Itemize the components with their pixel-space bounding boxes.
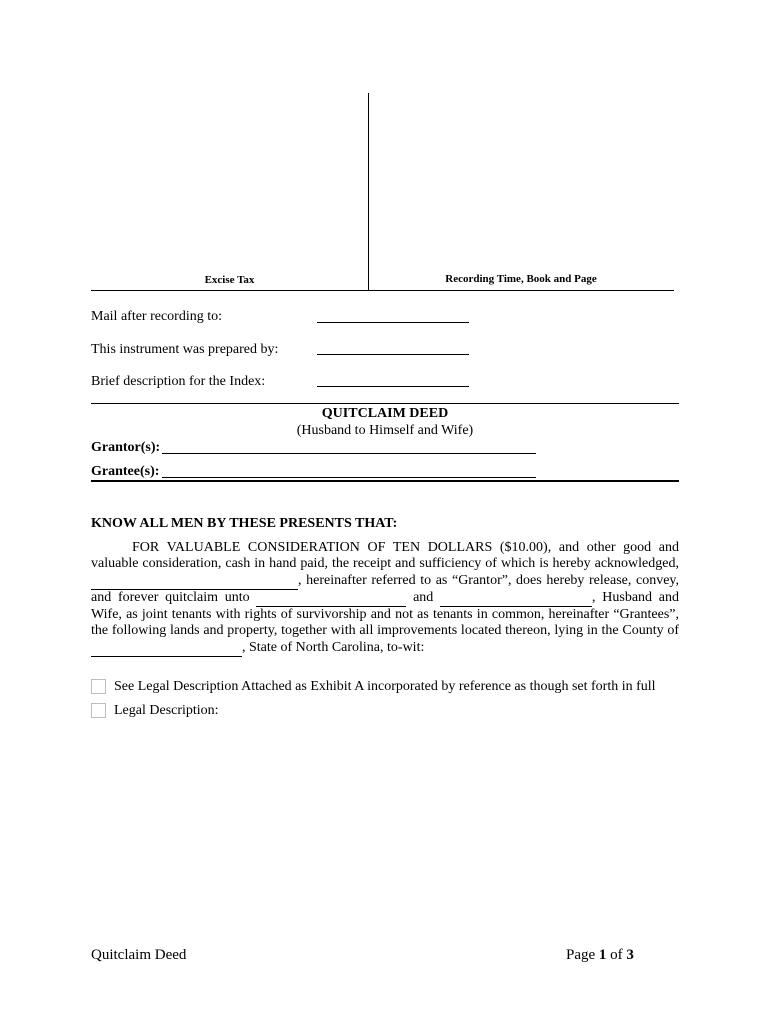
section-rule-bottom — [91, 480, 679, 482]
deed-subtitle: (Husband to Himself and Wife) — [296, 423, 474, 438]
exhibit-a-checkbox[interactable] — [91, 679, 106, 694]
prepared-by-label: This instrument was prepared by: — [91, 342, 279, 357]
exhibit-a-label: See Legal Description Attached as Exhibit A incorporated by reference as though set forth in full — [114, 679, 656, 694]
deed-title: QUITCLAIM DEED — [321, 406, 449, 421]
mail-after-field[interactable] — [317, 322, 469, 323]
legal-description-checkbox[interactable] — [91, 703, 106, 718]
grantee-one-blank[interactable] — [256, 590, 406, 607]
section-rule-top — [91, 403, 679, 404]
legal-description-label: Legal Description: — [114, 703, 219, 718]
header-bottom-rule — [91, 290, 674, 291]
county-blank[interactable] — [91, 640, 242, 657]
consideration-text: FOR VALUABLE CONSIDERATION OF TEN DOLLARS ($10.00), and other good and valuable consideration, cash in hand paid, the receipt and sufficiency of which is hereby acknowledged, — [91, 540, 679, 572]
grantee-two-blank[interactable] — [440, 590, 592, 607]
mail-after-label: Mail after recording to: — [91, 309, 223, 324]
recording-label: Recording Time, Book and Page — [445, 273, 597, 285]
excise-tax-label: Excise Tax — [204, 274, 255, 286]
grantee-label: Grantee(s): — [91, 464, 160, 479]
grantor-name-blank[interactable] — [91, 573, 298, 590]
conveyance-paragraph — [91, 540, 679, 657]
footer-title: Quitclaim Deed — [91, 947, 187, 963]
state-text: , State of North Carolina, to-wit: — [242, 639, 425, 655]
footer-page-number — [566, 947, 634, 964]
grantor-field[interactable] — [162, 453, 536, 454]
header-divider — [368, 93, 369, 290]
and-text: and — [413, 589, 434, 605]
tenancy-text: , Husband and Wife, as joint tenants with rights of survivorship and not as tenants in common, hereinafter “Grantees”, the following lands and property, together with all improvements located thereon, lying in the County of — [91, 589, 679, 639]
release-text: , hereinafter referred to as “Grantor”, does hereby release, convey, and forever quitclaim unto — [91, 572, 679, 605]
body-heading: KNOW ALL MEN BY THESE PRESENTS THAT: — [91, 516, 398, 531]
grantor-label: Grantor(s): — [91, 440, 161, 455]
grantee-field[interactable] — [162, 477, 536, 478]
page-of: of — [610, 947, 623, 963]
page-total: 3 — [626, 947, 634, 963]
brief-desc-field[interactable] — [317, 386, 469, 387]
brief-desc-label: Brief description for the Index: — [91, 374, 266, 389]
prepared-by-field[interactable] — [317, 354, 469, 355]
page-current: 1 — [598, 947, 607, 963]
page-prefix: Page — [566, 947, 596, 963]
